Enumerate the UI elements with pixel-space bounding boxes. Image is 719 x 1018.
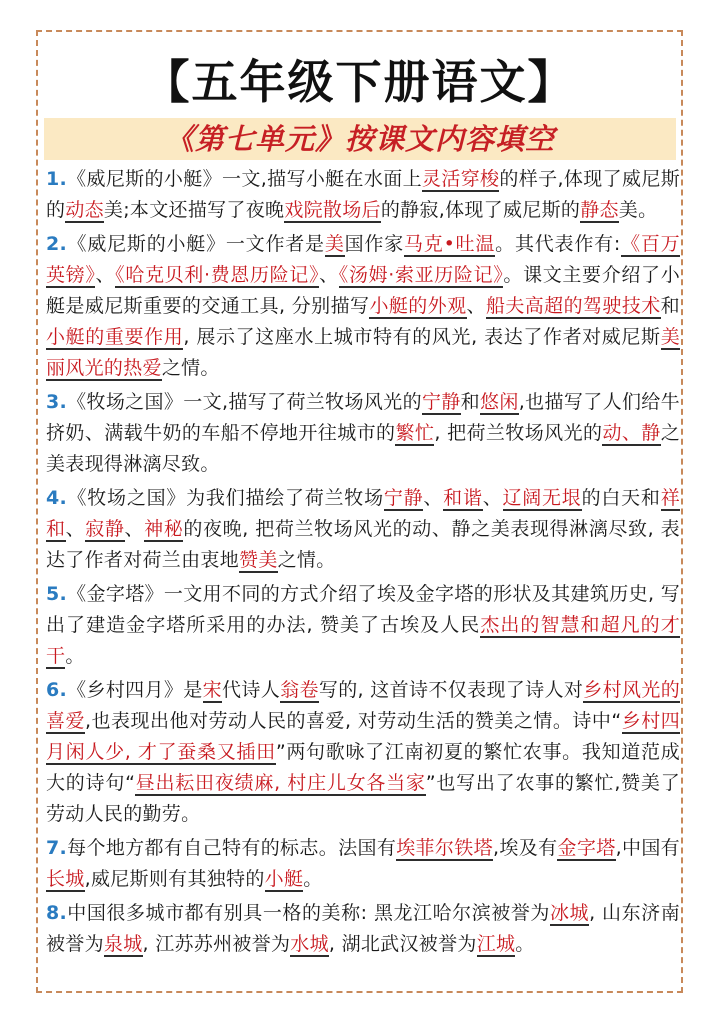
answer-text: 乡村风光的喜爱: [46, 679, 680, 732]
answer-text: 小艇的重要作用: [46, 326, 184, 348]
answer-text: 灵活穿梭: [421, 168, 500, 190]
fill-in-list: [46, 164, 680, 963]
question-text: , 湖北武汉被誉为: [328, 933, 477, 955]
answer-text: 船夫高超的驾驶技术: [485, 295, 661, 317]
question-text: 和: [460, 391, 481, 413]
question-text: 、: [65, 518, 86, 540]
question-text: 的夜晚, 把荷兰牧场风光的动、静之美表现得淋漓尽致, 表达了作者对荷兰由衷地: [46, 518, 680, 571]
question-text: 《威尼斯的小艇》一文作者是: [67, 233, 325, 255]
answer-text: 辽阔无垠: [502, 487, 582, 509]
answer-text: 神秘: [144, 518, 184, 540]
answer-text: 悠闲: [480, 391, 519, 413]
question-text: ,也表现出他对劳动人民的喜爱, 对劳动生活的赞美之情。诗中“: [85, 710, 622, 732]
answer-text: 泉城: [103, 933, 143, 955]
list-item: [46, 229, 680, 384]
question-text: ”两句歌咏了江南初夏的繁忙农事。我知道范成大的诗句“: [46, 741, 680, 794]
question-text: 的静寂,体现了威尼斯的: [380, 199, 581, 221]
answer-text: 赞美: [239, 549, 278, 571]
question-text: 、: [95, 264, 116, 286]
answer-text: 长城: [46, 868, 85, 890]
question-text: ,埃及有: [493, 837, 558, 859]
answer-text: 繁忙: [395, 422, 435, 444]
list-item: [46, 164, 680, 226]
item-number: 4.: [46, 487, 68, 509]
question-text: 。: [65, 645, 85, 667]
list-item: [46, 579, 680, 672]
question-text: 、: [423, 487, 444, 509]
answer-text: 江城: [476, 933, 516, 955]
question-text: 之情。: [161, 357, 220, 379]
question-text: 、: [482, 487, 503, 509]
question-text: 《乡村四月》是: [67, 679, 203, 701]
answer-text: 小艇: [264, 868, 304, 890]
answer-text: 《汤姆·索亚历险记》: [338, 264, 504, 286]
answer-text: 戏院散场后: [284, 199, 381, 221]
answer-text: 翁卷: [280, 679, 319, 701]
answer-text: 埃菲尔铁塔: [396, 837, 493, 859]
answer-text: 宁静: [421, 391, 461, 413]
list-item: [46, 483, 680, 576]
item-number: 2.: [46, 233, 68, 255]
question-text: 《牧场之国》一文,描写了荷兰牧场风光的: [67, 391, 422, 413]
question-text: ,也描写了人们给牛挤奶、满载牛奶的车船不停地开往城市的: [46, 391, 680, 444]
list-item: [46, 675, 680, 830]
unit-subtitle: 《第七单元》按课文内容填空: [164, 122, 555, 156]
question-text: 、: [319, 264, 339, 286]
question-text: 美;本文还描写了夜晚: [103, 199, 285, 221]
question-text: 。其代表作有:: [495, 233, 621, 255]
question-text: 、: [466, 295, 486, 317]
question-text: 之美表现得淋漓尽致。: [46, 422, 680, 475]
answer-text: 冰城: [549, 902, 590, 924]
question-text: 写的, 这首诗不仅表现了诗人对: [318, 679, 584, 701]
item-number: 6.: [46, 679, 68, 701]
question-text: 的白天和: [581, 487, 661, 509]
item-number: 3.: [46, 391, 68, 413]
answer-text: 水城: [290, 933, 329, 955]
answer-text: 金字塔: [557, 837, 616, 859]
answer-text: 马克•吐温: [403, 233, 496, 255]
question-text: 美。: [618, 199, 658, 221]
answer-text: 杰出的智慧和超凡的才干: [46, 614, 680, 667]
answer-text: 动、静: [602, 422, 661, 444]
question-text: 每个地方都有自己特有的标志。法国有: [67, 837, 397, 859]
question-text: , 展示了这座水上城市特有的风光, 表达了作者对威尼斯: [183, 326, 661, 348]
answer-text: 《哈克贝利·费恩历险记》: [115, 264, 320, 286]
item-number: 5.: [46, 583, 68, 605]
question-text: ,威尼斯则有其独特的: [84, 868, 265, 890]
answer-text: 动态: [65, 199, 104, 221]
item-number: 1.: [46, 168, 68, 190]
answer-text: 乡村四月闲人少, 才了蚕桑又插田: [46, 710, 680, 763]
answer-text: 寂静: [85, 518, 125, 540]
page-title: 【五年级下册语文】: [143, 55, 576, 109]
list-item: [46, 833, 680, 895]
item-number: 7.: [46, 837, 68, 859]
question-text: 。: [303, 868, 323, 890]
question-text: 中国很多城市都有别具一格的美称: 黑龙江哈尔滨被誉为: [67, 902, 550, 924]
question-text: 和: [660, 295, 680, 317]
question-text: , 把荷兰牧场风光的: [434, 422, 603, 444]
question-text: , 江苏苏州被誉为: [142, 933, 291, 955]
question-text: 《金字塔》一文用不同的方式介绍了埃及金字塔的形状及其建筑历史, 写出了建造金字塔所采用的办法, 赞美了古埃及人民: [46, 583, 680, 636]
answer-text: 小艇的外观: [369, 295, 467, 317]
answer-text: 宋: [202, 679, 222, 701]
question-text: 代诗人: [222, 679, 281, 701]
answer-text: 昼出耘田夜绩麻, 村庄儿女各当家: [135, 772, 426, 794]
list-item: [46, 898, 680, 960]
question-text: ”也写出了农事的繁忙,赞美了劳动人民的勤劳。: [46, 772, 680, 825]
answer-text: 和谐: [443, 487, 483, 509]
question-text: 《威尼斯的小艇》一文,描写小艇在水面上: [67, 168, 422, 190]
question-text: 。: [515, 933, 535, 955]
question-text: 的样子,体现了威尼斯的: [46, 168, 680, 221]
answer-text: 美: [324, 233, 345, 255]
item-number: 8.: [46, 902, 68, 924]
question-text: 之情。: [277, 549, 336, 571]
question-text: ,中国有: [615, 837, 680, 859]
question-text: 。课文主要介绍了小艇是威尼斯重要的交通工具, 分别描写: [46, 264, 680, 317]
answer-text: 宁静: [383, 487, 424, 509]
answer-text: 祥和: [46, 487, 680, 540]
question-text: , 山东济南被誉为: [46, 902, 680, 955]
answer-text: 《百万英镑》: [46, 233, 680, 286]
answer-text: 美丽风光的热爱: [46, 326, 680, 379]
question-text: 、: [124, 518, 145, 540]
question-text: 国作家: [344, 233, 404, 255]
list-item: [46, 387, 680, 480]
question-text: 《牧场之国》为我们描绘了荷兰牧场: [67, 487, 384, 509]
answer-text: 静态: [580, 199, 619, 221]
